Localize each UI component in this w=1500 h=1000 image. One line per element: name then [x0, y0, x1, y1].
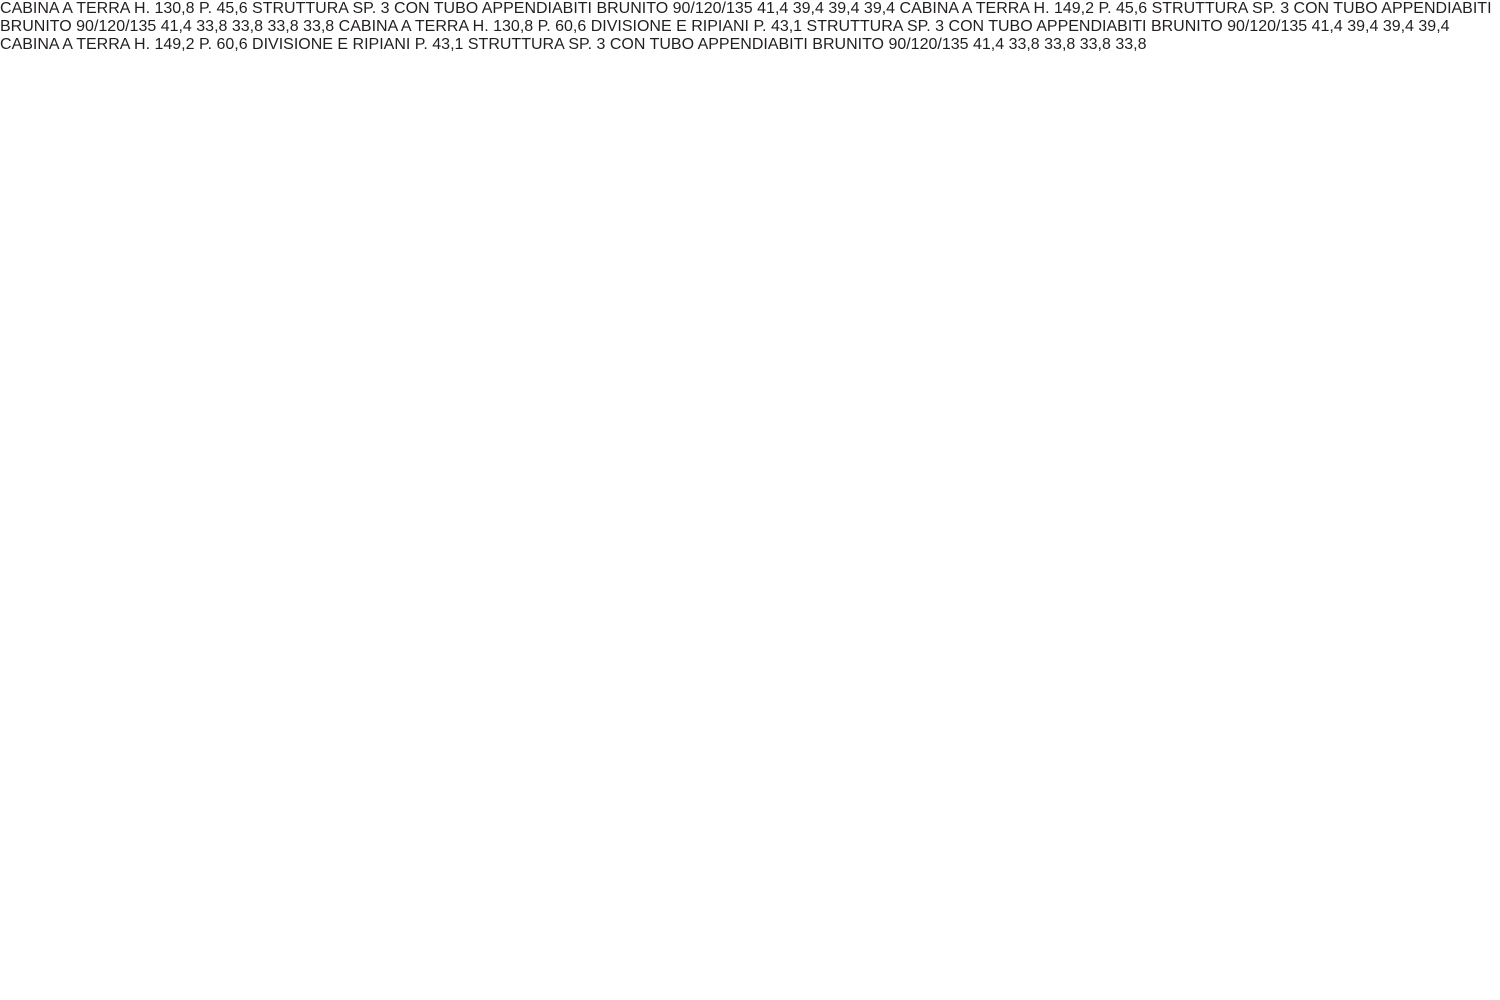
- product-spec-sheet: CABINA A TERRA H. 130,8 P. 45,6 STRUTTURA SP. 3 CON TUBO APPENDIABITI BRUNITO 90/120/135 41,4 39,4 39,4 39,4 CABINA A TERRA H. 149,2 P. 45,6 STRUTTURA SP. 3 CON TUBO APPENDIABITI BRUNITO 90/120/135 41,4 33,8 33,8 33,8 33,8 CABINA A TERRA H. 130,8 P. 60,6 DIVISIONE E RIPIANI P. 43,1 STRUTTURA SP. 3 CON TUBO APPENDIABITI BRUNITO 90/120/135 41,4 39,4 39,4 39,4 CABINA A TERRA H. 149,2 P. 60,6 DIVISIONE E RIPIANI P. 43,1 STRUTTURA SP. 3 CON TUBO APPENDIABITI BRUNITO 90/120/135 41,4 33,8 33,8 33,8 33,8: [0, 0, 1492, 53]
